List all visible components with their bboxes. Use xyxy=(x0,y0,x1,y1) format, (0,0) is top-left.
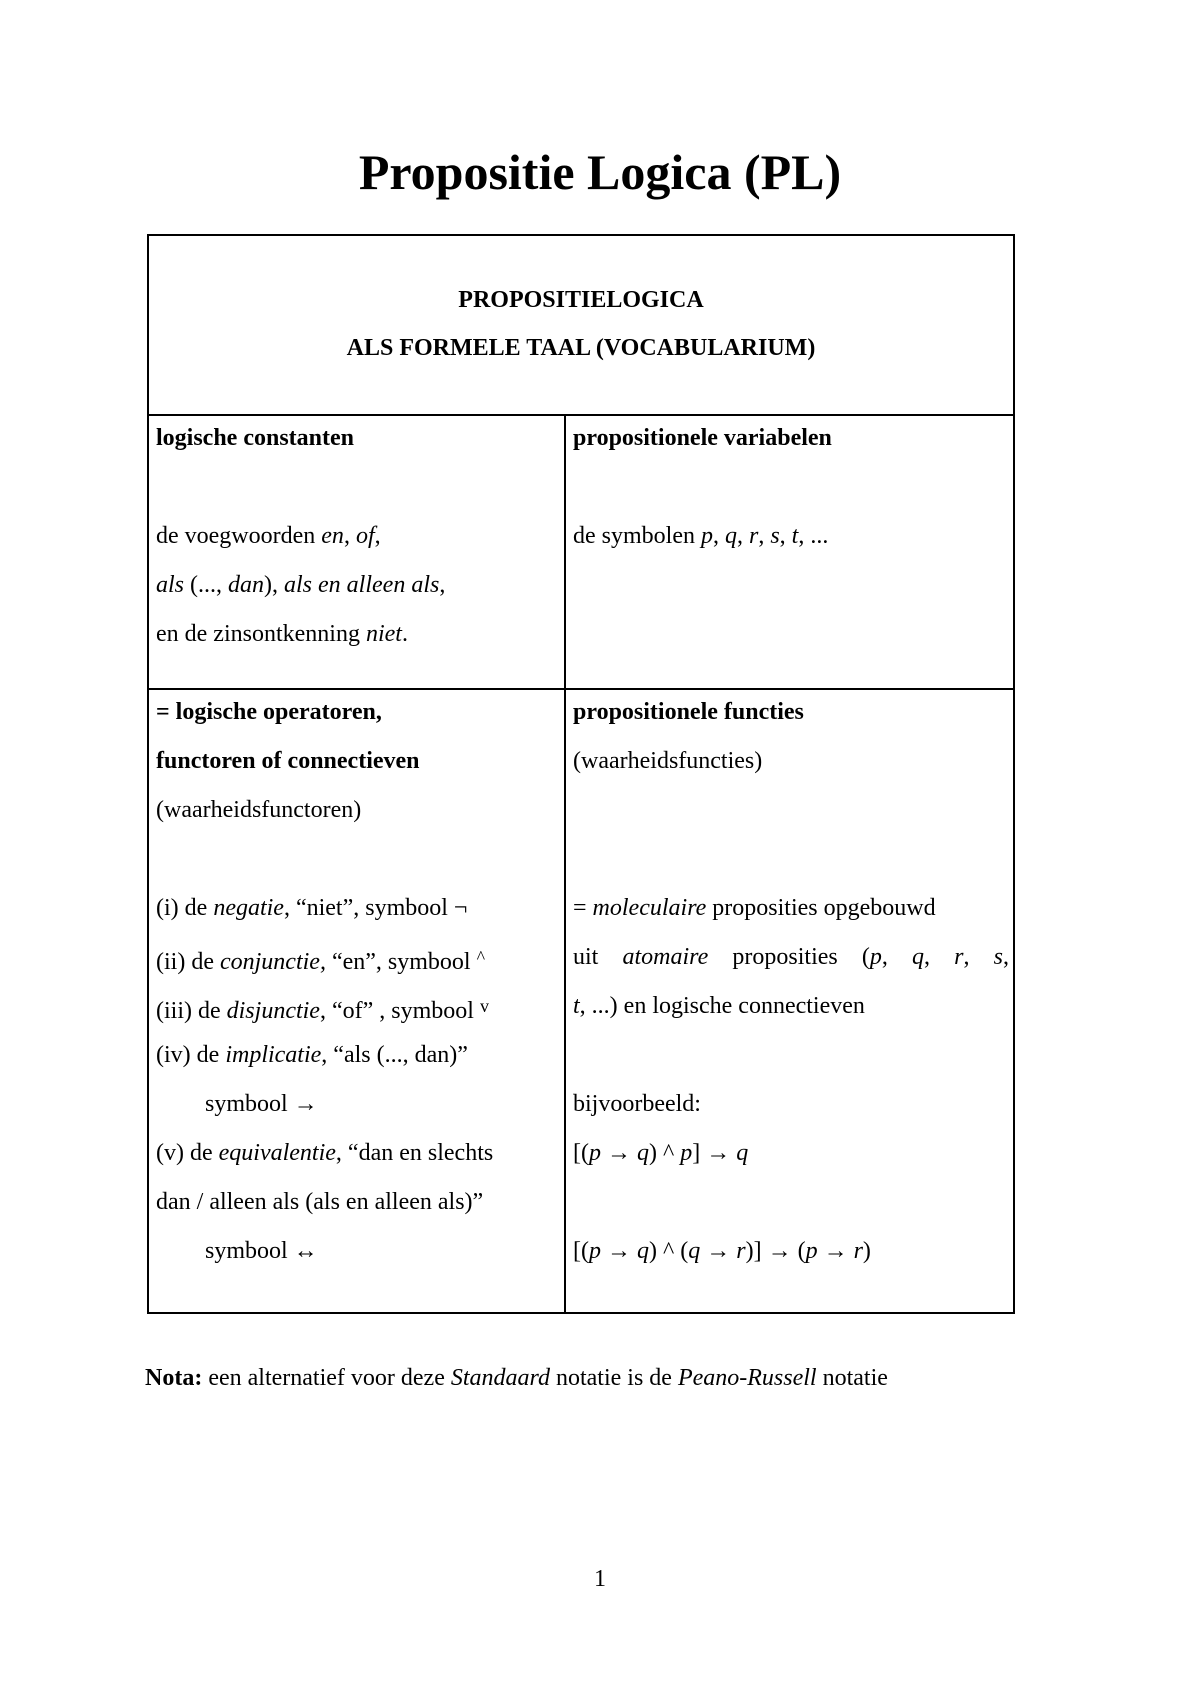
text-line: (waarheidsfuncties) xyxy=(573,748,763,774)
text-line: uit atomaire proposities (p, q, r, s, xyxy=(573,944,1009,970)
formula-example-2: [(p → q) ^ (q → r)] → (p → r) xyxy=(573,1238,871,1264)
text-line: en de zinsontkenning niet. xyxy=(156,621,408,647)
cell-logical-operators xyxy=(156,696,560,1284)
example-label: bijvoorbeeld: xyxy=(573,1091,701,1117)
text-line: als (..., dan), als en alleen als, xyxy=(156,572,446,598)
divider-header xyxy=(149,414,1013,416)
table-header xyxy=(149,276,1013,372)
vocabulary-table xyxy=(147,234,1015,1314)
text-line: (waarheidsfunctoren) xyxy=(156,797,362,823)
cell-logical-constants xyxy=(156,422,556,667)
text-line: de voegwoorden en, of, xyxy=(156,523,381,549)
table-header-line-2: ALS FORMELE TAAL (VOCABULARIUM) xyxy=(346,335,816,361)
cell-heading: functoren of connectieven xyxy=(156,748,420,774)
text-line: dan / alleen als (als en alleen als)” xyxy=(156,1189,484,1215)
page-number: 1 xyxy=(594,1566,606,1592)
cell-heading: = logische operatoren, xyxy=(156,699,382,725)
symbol-line: symbool ↔ xyxy=(205,1238,318,1264)
cell-heading: logische constanten xyxy=(156,425,354,451)
nota-footnote: Nota: een alternatief voor deze Standaard notatie is de Peano-Russell notatie xyxy=(145,1365,888,1391)
text-line: t, ...) en logische connectieven xyxy=(573,993,865,1019)
list-item: (i) de negatie, “niet”, symbool ¬ xyxy=(156,895,468,921)
table-header-line-1: PROPOSITIELOGICA xyxy=(458,287,704,313)
list-item: (v) de equivalentie, “dan en slechts xyxy=(156,1140,494,1166)
cell-heading: propositionele variabelen xyxy=(573,425,832,451)
list-item: (iii) de disjunctie, “of” , symbool $^v$ xyxy=(156,996,489,1024)
cell-heading: propositionele functies xyxy=(573,699,804,725)
cell-propositional-functions xyxy=(573,696,1009,1284)
formula-example-1: [(p → q) ^ p] → q xyxy=(573,1140,749,1166)
symbol-line: symbool → xyxy=(205,1091,318,1117)
divider-middle xyxy=(149,688,1013,690)
cell-propositional-variables xyxy=(573,422,1013,569)
list-item: (ii) de conjunctie, “en”, symbool ^ xyxy=(156,947,486,975)
page-title: Propositie Logica (PL) xyxy=(358,144,842,200)
list-item: (iv) de implicatie, “als (..., dan)” xyxy=(156,1042,468,1068)
text-line: = moleculaire proposities opgebouwd xyxy=(573,895,936,921)
text-line: de symbolen p, q, r, s, t, ... xyxy=(573,523,829,549)
divider-vertical xyxy=(564,416,566,1312)
